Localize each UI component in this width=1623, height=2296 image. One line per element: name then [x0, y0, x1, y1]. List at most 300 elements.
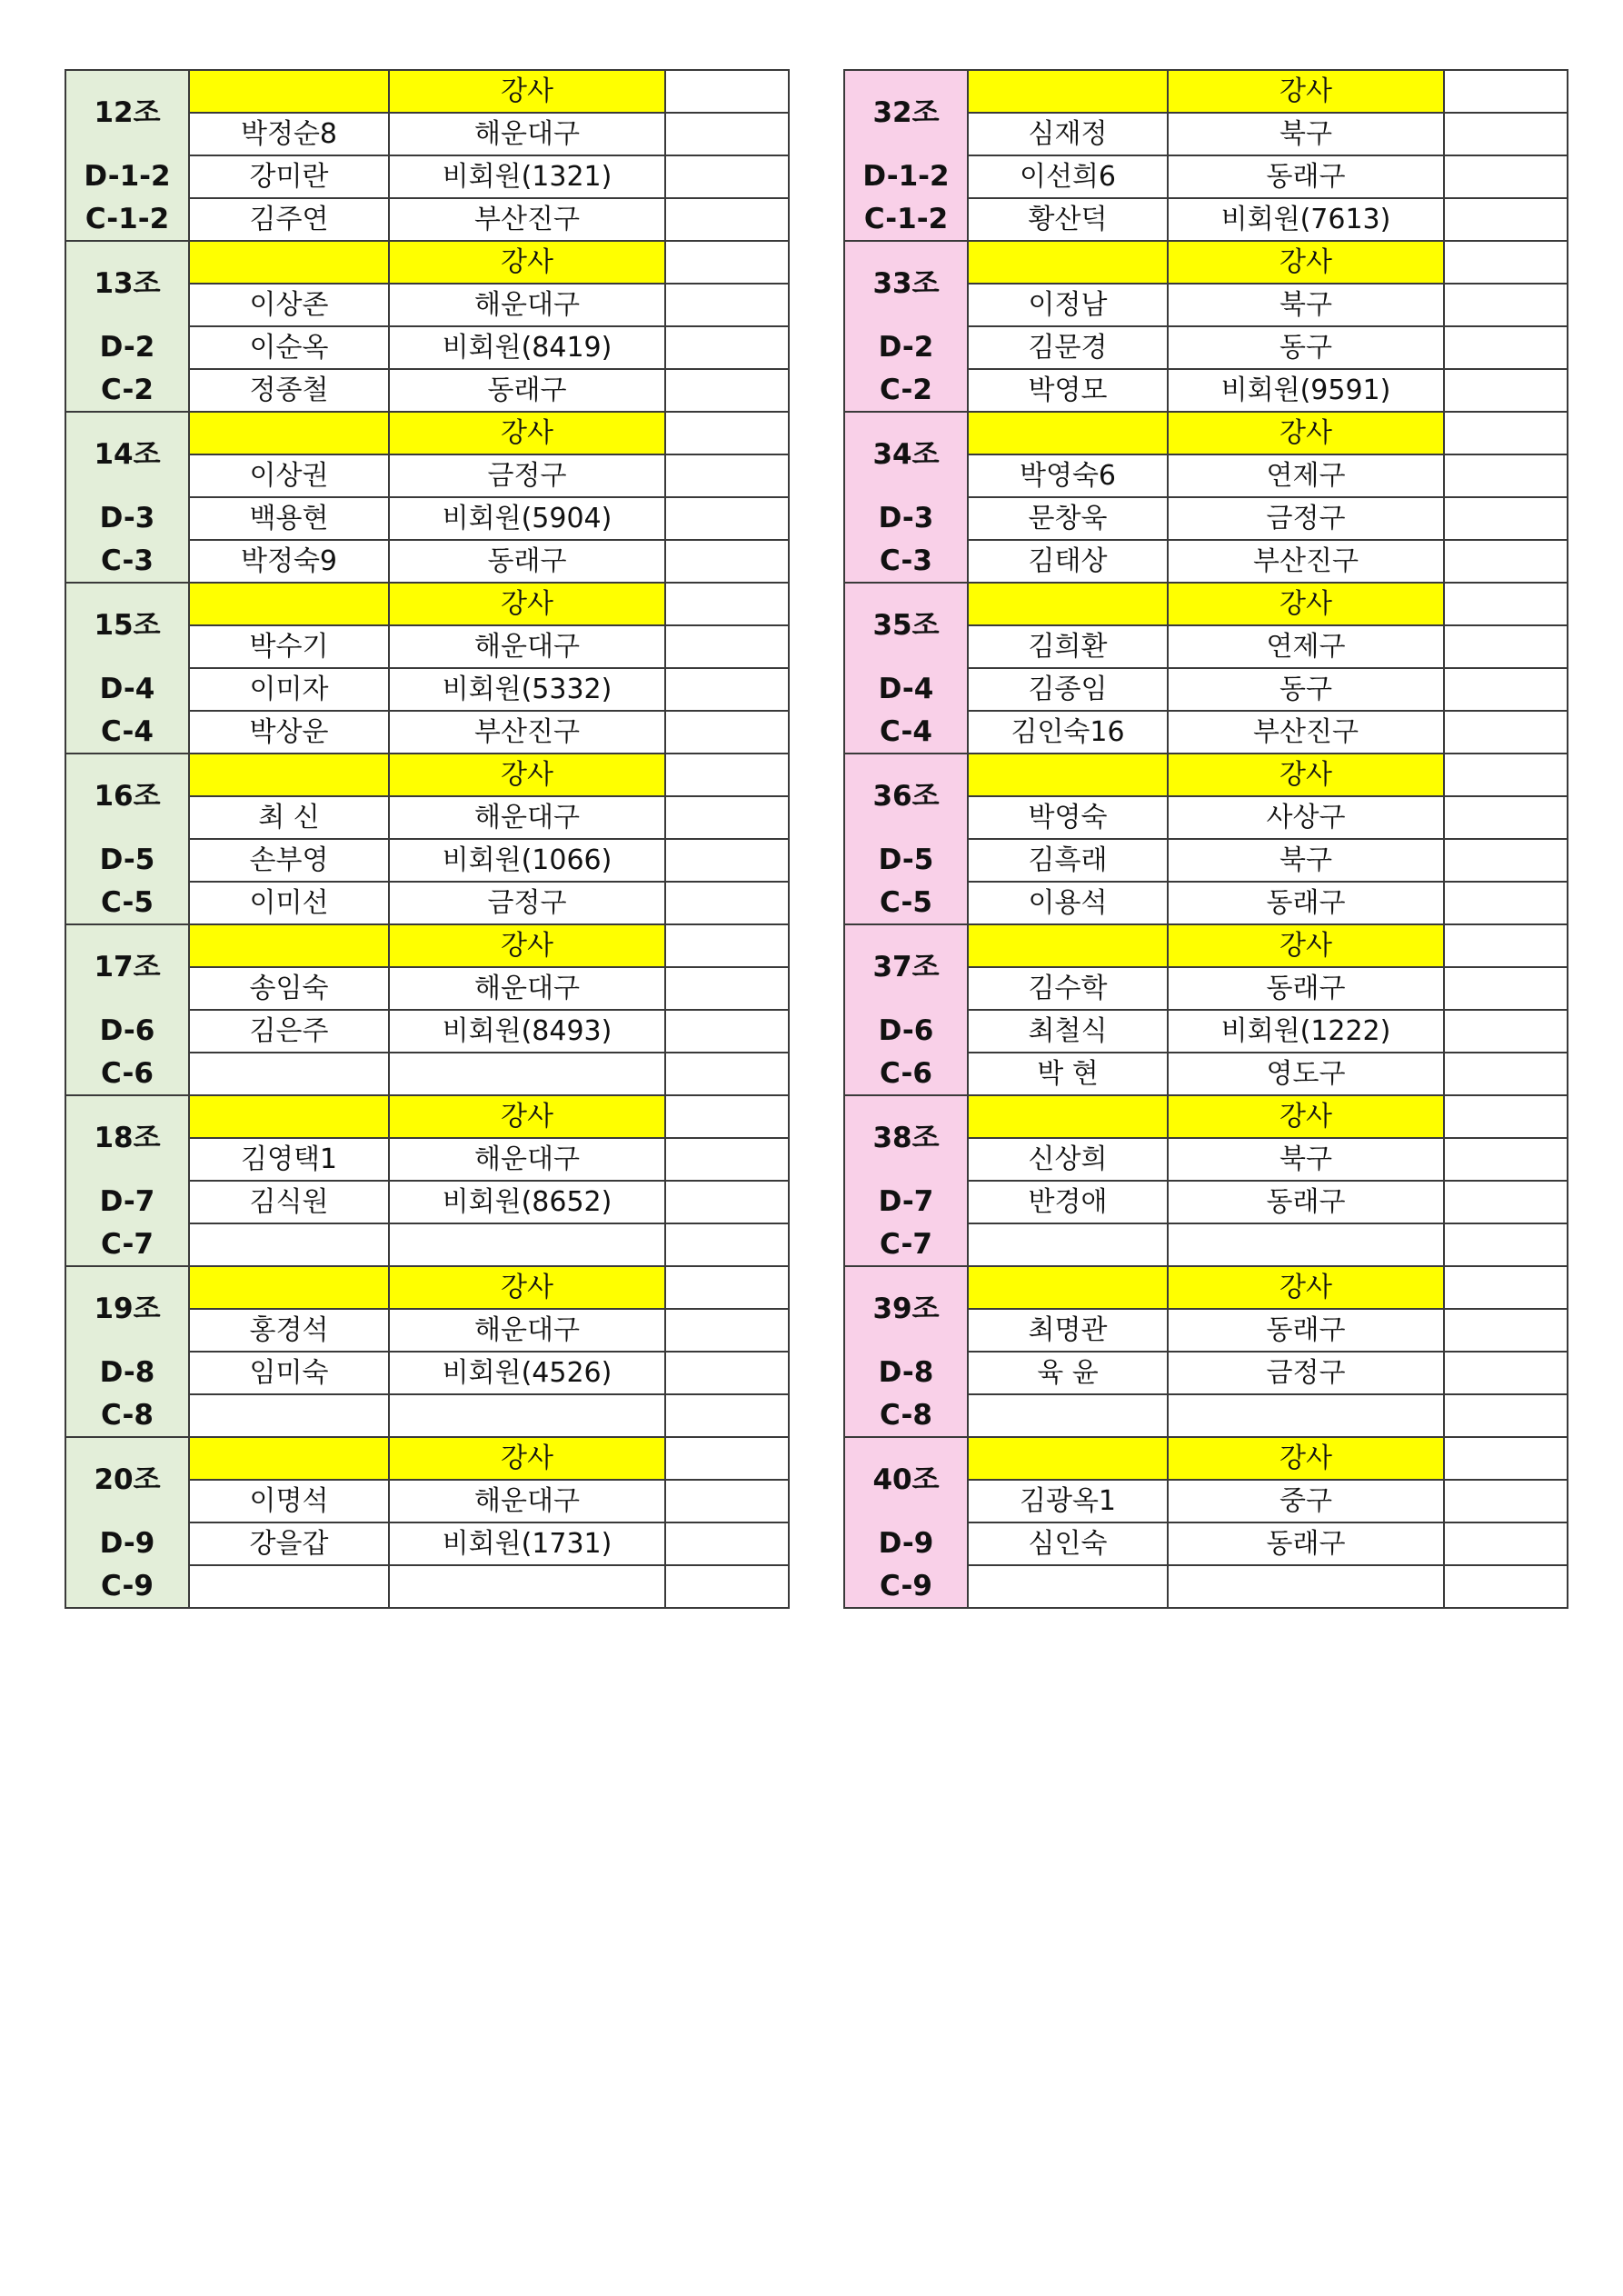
- instructor-name-cell: [189, 1095, 389, 1138]
- empty-cell: [665, 369, 789, 412]
- member-name: 박영숙: [968, 796, 1168, 839]
- empty-cell: [1444, 412, 1568, 454]
- member-region: 비회원(5904): [389, 497, 665, 540]
- instructor-label: 강사: [1168, 1095, 1444, 1138]
- group-name: 13조: [65, 241, 189, 326]
- member-row: [844, 882, 1568, 924]
- empty-cell: [665, 1181, 789, 1223]
- member-region: 비회원(4526): [389, 1352, 665, 1394]
- member-name: 김문경: [968, 326, 1168, 369]
- group-c-code: C-5: [65, 882, 189, 924]
- member-region: 북구: [1168, 839, 1444, 882]
- empty-cell: [1444, 1522, 1568, 1565]
- member-name: 박영모: [968, 369, 1168, 412]
- member-region: 해운대구: [389, 796, 665, 839]
- member-row: [65, 326, 789, 369]
- member-region: [1168, 1565, 1444, 1608]
- member-row: [844, 1522, 1568, 1565]
- empty-cell: [1444, 155, 1568, 198]
- member-name: 임미숙: [189, 1352, 389, 1394]
- group-d-code: D-9: [65, 1522, 189, 1565]
- member-name: 박 현: [968, 1053, 1168, 1095]
- member-name: 이선희6: [968, 155, 1168, 198]
- member-row: [65, 839, 789, 882]
- left-table-body: [65, 70, 789, 1608]
- member-name: 송임숙: [189, 967, 389, 1010]
- group-c-code: C-2: [844, 369, 968, 412]
- member-row: [65, 711, 789, 754]
- group-c-code: C-8: [844, 1394, 968, 1437]
- member-region: 연제구: [1168, 625, 1444, 668]
- member-name: 심인숙: [968, 1522, 1168, 1565]
- member-region: [389, 1565, 665, 1608]
- empty-cell: [1444, 326, 1568, 369]
- instructor-label: 강사: [1168, 412, 1444, 454]
- group-c-code: C-3: [844, 540, 968, 583]
- empty-cell: [665, 241, 789, 284]
- member-row: [844, 540, 1568, 583]
- member-region: [1168, 1394, 1444, 1437]
- empty-cell: [1444, 70, 1568, 113]
- instructor-name-cell: [189, 754, 389, 796]
- empty-cell: [1444, 1010, 1568, 1053]
- member-region: 연제구: [1168, 454, 1444, 497]
- group-name: 37조: [844, 924, 968, 1010]
- group-c-code: C-9: [844, 1565, 968, 1608]
- member-region: 부산진구: [389, 711, 665, 754]
- member-name: 문창욱: [968, 497, 1168, 540]
- member-name: 박정숙9: [189, 540, 389, 583]
- group-c-code: C-3: [65, 540, 189, 583]
- instructor-label: 강사: [1168, 241, 1444, 284]
- instructor-label: 강사: [1168, 1437, 1444, 1480]
- member-name: 황산덕: [968, 198, 1168, 241]
- group-header-row: [844, 924, 1568, 967]
- member-row: [65, 1223, 789, 1266]
- empty-cell: [665, 882, 789, 924]
- member-row: [844, 668, 1568, 711]
- instructor-label: 강사: [389, 1095, 665, 1138]
- empty-cell: [1444, 1480, 1568, 1522]
- member-name: [189, 1394, 389, 1437]
- member-region: 금정구: [1168, 497, 1444, 540]
- member-name: 박상운: [189, 711, 389, 754]
- member-row: [844, 1181, 1568, 1223]
- instructor-label: 강사: [1168, 924, 1444, 967]
- member-region: 동래구: [389, 369, 665, 412]
- instructor-name-cell: [968, 1266, 1168, 1309]
- empty-cell: [1444, 1138, 1568, 1181]
- member-row: [65, 1053, 789, 1095]
- member-name: 김태상: [968, 540, 1168, 583]
- empty-cell: [1444, 1223, 1568, 1266]
- group-name: 33조: [844, 241, 968, 326]
- group-d-code: D-5: [65, 839, 189, 882]
- member-row: [65, 369, 789, 412]
- group-header-row: [844, 70, 1568, 113]
- empty-cell: [1444, 241, 1568, 284]
- member-name: [968, 1223, 1168, 1266]
- group-header-row: [844, 1095, 1568, 1138]
- group-header-row: [844, 1266, 1568, 1309]
- member-region: 비회원(1731): [389, 1522, 665, 1565]
- empty-cell: [665, 412, 789, 454]
- group-name: 12조: [65, 70, 189, 155]
- empty-cell: [665, 326, 789, 369]
- member-name: 이미자: [189, 668, 389, 711]
- empty-cell: [665, 668, 789, 711]
- group-d-code: D-6: [65, 1010, 189, 1053]
- instructor-label: 강사: [389, 241, 665, 284]
- member-name: 이용석: [968, 882, 1168, 924]
- empty-cell: [665, 1053, 789, 1095]
- empty-cell: [1444, 625, 1568, 668]
- member-name: 육 윤: [968, 1352, 1168, 1394]
- empty-cell: [665, 796, 789, 839]
- member-row: [844, 1010, 1568, 1053]
- member-region: [389, 1394, 665, 1437]
- member-row: [65, 1522, 789, 1565]
- instructor-name-cell: [189, 1437, 389, 1480]
- member-row: [844, 1565, 1568, 1608]
- group-c-code: C-2: [65, 369, 189, 412]
- group-header-row: [844, 412, 1568, 454]
- member-name: 반경애: [968, 1181, 1168, 1223]
- member-region: 비회원(8493): [389, 1010, 665, 1053]
- group-d-code: D-7: [844, 1181, 968, 1223]
- group-header-row: [844, 241, 1568, 284]
- member-region: 비회원(1222): [1168, 1010, 1444, 1053]
- instructor-name-cell: [968, 924, 1168, 967]
- member-name: 최철식: [968, 1010, 1168, 1053]
- empty-cell: [1444, 711, 1568, 754]
- member-row: [844, 839, 1568, 882]
- empty-cell: [665, 839, 789, 882]
- member-name: 이순옥: [189, 326, 389, 369]
- member-name: 신상희: [968, 1138, 1168, 1181]
- member-name: 박정순8: [189, 113, 389, 155]
- member-region: 금정구: [389, 882, 665, 924]
- member-region: 해운대구: [389, 1138, 665, 1181]
- member-name: 박영숙6: [968, 454, 1168, 497]
- empty-cell: [665, 497, 789, 540]
- member-region: 비회원(9591): [1168, 369, 1444, 412]
- empty-cell: [665, 284, 789, 326]
- empty-cell: [665, 454, 789, 497]
- group-name: 15조: [65, 583, 189, 668]
- member-row: [65, 1010, 789, 1053]
- empty-cell: [1444, 1394, 1568, 1437]
- member-region: 비회원(1066): [389, 839, 665, 882]
- member-region: 해운대구: [389, 625, 665, 668]
- member-region: 부산진구: [1168, 540, 1444, 583]
- member-region: 동래구: [1168, 967, 1444, 1010]
- member-region: 해운대구: [389, 1309, 665, 1352]
- member-name: 백용현: [189, 497, 389, 540]
- member-region: 동구: [1168, 326, 1444, 369]
- instructor-name-cell: [968, 1095, 1168, 1138]
- instructor-label: 강사: [389, 924, 665, 967]
- empty-cell: [665, 1266, 789, 1309]
- empty-cell: [1444, 1352, 1568, 1394]
- empty-cell: [1444, 796, 1568, 839]
- instructor-name-cell: [968, 1437, 1168, 1480]
- empty-cell: [1444, 540, 1568, 583]
- member-row: [844, 497, 1568, 540]
- group-name: 20조: [65, 1437, 189, 1522]
- member-row: [844, 369, 1568, 412]
- member-region: 비회원(1321): [389, 155, 665, 198]
- group-d-code: D-1-2: [844, 155, 968, 198]
- member-region: 영도구: [1168, 1053, 1444, 1095]
- member-name: 손부영: [189, 839, 389, 882]
- group-header-row: [65, 1266, 789, 1309]
- member-region: 부산진구: [389, 198, 665, 241]
- group-c-code: C-6: [65, 1053, 189, 1095]
- member-name: 박수기: [189, 625, 389, 668]
- group-header-row: [65, 70, 789, 113]
- group-name: 17조: [65, 924, 189, 1010]
- empty-cell: [1444, 1053, 1568, 1095]
- member-row: [65, 155, 789, 198]
- instructor-name-cell: [968, 70, 1168, 113]
- member-region: 동래구: [1168, 1309, 1444, 1352]
- group-header-row: [844, 583, 1568, 625]
- member-region: [389, 1223, 665, 1266]
- empty-cell: [665, 1480, 789, 1522]
- member-row: [65, 668, 789, 711]
- group-header-row: [65, 924, 789, 967]
- empty-cell: [665, 1223, 789, 1266]
- group-c-code: C-5: [844, 882, 968, 924]
- member-region: 북구: [1168, 1138, 1444, 1181]
- member-region: 해운대구: [389, 1480, 665, 1522]
- group-header-row: [844, 754, 1568, 796]
- empty-cell: [665, 1095, 789, 1138]
- empty-cell: [1444, 1309, 1568, 1352]
- member-region: [1168, 1223, 1444, 1266]
- group-name: 18조: [65, 1095, 189, 1181]
- group-d-code: D-9: [844, 1522, 968, 1565]
- empty-cell: [1444, 1437, 1568, 1480]
- member-name: 강미란: [189, 155, 389, 198]
- instructor-label: 강사: [1168, 583, 1444, 625]
- group-d-code: D-5: [844, 839, 968, 882]
- empty-cell: [665, 70, 789, 113]
- member-name: 이상존: [189, 284, 389, 326]
- empty-cell: [1444, 198, 1568, 241]
- empty-cell: [1444, 839, 1568, 882]
- instructor-name-cell: [968, 412, 1168, 454]
- group-d-code: D-6: [844, 1010, 968, 1053]
- empty-cell: [1444, 1181, 1568, 1223]
- group-d-code: D-2: [65, 326, 189, 369]
- empty-cell: [665, 1352, 789, 1394]
- group-c-code: C-7: [844, 1223, 968, 1266]
- member-row: [844, 326, 1568, 369]
- member-row: [844, 1053, 1568, 1095]
- empty-cell: [1444, 924, 1568, 967]
- instructor-label: 강사: [389, 583, 665, 625]
- empty-cell: [1444, 369, 1568, 412]
- group-name: 32조: [844, 70, 968, 155]
- group-d-code: D-8: [844, 1352, 968, 1394]
- empty-cell: [665, 1309, 789, 1352]
- member-name: 김종임: [968, 668, 1168, 711]
- member-region: 중구: [1168, 1480, 1444, 1522]
- empty-cell: [665, 754, 789, 796]
- empty-cell: [1444, 284, 1568, 326]
- member-name: 김은주: [189, 1010, 389, 1053]
- group-c-code: C-1-2: [65, 198, 189, 241]
- member-name: 김흑래: [968, 839, 1168, 882]
- right-table-body: [844, 70, 1568, 1608]
- empty-cell: [665, 1565, 789, 1608]
- right-group-table: [843, 69, 1567, 1609]
- member-name: 강을갑: [189, 1522, 389, 1565]
- member-row: [844, 1223, 1568, 1266]
- instructor-name-cell: [189, 412, 389, 454]
- instructor-name-cell: [189, 924, 389, 967]
- group-name: 40조: [844, 1437, 968, 1522]
- instructor-label: 강사: [389, 70, 665, 113]
- member-name: 이명석: [189, 1480, 389, 1522]
- member-row: [65, 540, 789, 583]
- member-region: 비회원(5332): [389, 668, 665, 711]
- instructor-label: 강사: [389, 754, 665, 796]
- empty-cell: [665, 583, 789, 625]
- member-name: 김영택1: [189, 1138, 389, 1181]
- instructor-name-cell: [968, 583, 1168, 625]
- group-c-code: C-4: [844, 711, 968, 754]
- group-name: 35조: [844, 583, 968, 668]
- empty-cell: [665, 1522, 789, 1565]
- member-row: [844, 155, 1568, 198]
- member-row: [65, 882, 789, 924]
- empty-cell: [1444, 113, 1568, 155]
- empty-cell: [665, 155, 789, 198]
- empty-cell: [665, 1437, 789, 1480]
- empty-cell: [1444, 1095, 1568, 1138]
- member-row: [844, 711, 1568, 754]
- instructor-label: 강사: [1168, 1266, 1444, 1309]
- group-d-code: D-3: [844, 497, 968, 540]
- group-d-code: D-1-2: [65, 155, 189, 198]
- group-name: 14조: [65, 412, 189, 497]
- empty-cell: [1444, 668, 1568, 711]
- member-name: [189, 1223, 389, 1266]
- member-region: 비회원(8419): [389, 326, 665, 369]
- empty-cell: [665, 711, 789, 754]
- member-region: 북구: [1168, 284, 1444, 326]
- instructor-name-cell: [189, 1266, 389, 1309]
- member-region: 비회원(7613): [1168, 198, 1444, 241]
- member-region: 해운대구: [389, 113, 665, 155]
- member-name: [189, 1565, 389, 1608]
- group-name: 38조: [844, 1095, 968, 1181]
- member-row: [844, 198, 1568, 241]
- group-c-code: C-7: [65, 1223, 189, 1266]
- instructor-label: 강사: [389, 1437, 665, 1480]
- group-header-row: [65, 412, 789, 454]
- member-region: 동래구: [389, 540, 665, 583]
- member-name: [968, 1394, 1168, 1437]
- group-c-code: C-8: [65, 1394, 189, 1437]
- empty-cell: [1444, 1266, 1568, 1309]
- instructor-label: 강사: [1168, 70, 1444, 113]
- empty-cell: [665, 625, 789, 668]
- group-name: 16조: [65, 754, 189, 839]
- instructor-name-cell: [968, 754, 1168, 796]
- group-d-code: D-8: [65, 1352, 189, 1394]
- member-name: 김식원: [189, 1181, 389, 1223]
- member-region: 사상구: [1168, 796, 1444, 839]
- group-header-row: [65, 1437, 789, 1480]
- group-name: 19조: [65, 1266, 189, 1352]
- member-row: [65, 1181, 789, 1223]
- group-d-code: D-7: [65, 1181, 189, 1223]
- group-d-code: D-4: [65, 668, 189, 711]
- member-region: 부산진구: [1168, 711, 1444, 754]
- member-region: 해운대구: [389, 967, 665, 1010]
- group-name: 39조: [844, 1266, 968, 1352]
- empty-cell: [1444, 497, 1568, 540]
- group-d-code: D-2: [844, 326, 968, 369]
- member-name: 정종철: [189, 369, 389, 412]
- group-name: 36조: [844, 754, 968, 839]
- member-row: [65, 1394, 789, 1437]
- empty-cell: [1444, 1565, 1568, 1608]
- member-name: 이미선: [189, 882, 389, 924]
- member-name: 김희환: [968, 625, 1168, 668]
- member-region: 비회원(8652): [389, 1181, 665, 1223]
- left-group-table: [65, 69, 788, 1609]
- instructor-label: 강사: [389, 412, 665, 454]
- instructor-name-cell: [189, 70, 389, 113]
- member-row: [65, 1352, 789, 1394]
- empty-cell: [665, 924, 789, 967]
- empty-cell: [665, 198, 789, 241]
- member-name: [189, 1053, 389, 1095]
- member-region: 북구: [1168, 113, 1444, 155]
- group-c-code: C-6: [844, 1053, 968, 1095]
- member-name: 홍경석: [189, 1309, 389, 1352]
- member-region: 해운대구: [389, 284, 665, 326]
- group-d-code: D-4: [844, 668, 968, 711]
- member-name: 김인숙16: [968, 711, 1168, 754]
- member-row: [844, 1394, 1568, 1437]
- member-name: 최명관: [968, 1309, 1168, 1352]
- member-name: [968, 1565, 1168, 1608]
- empty-cell: [665, 1138, 789, 1181]
- member-region: [389, 1053, 665, 1095]
- group-c-code: C-1-2: [844, 198, 968, 241]
- empty-cell: [665, 967, 789, 1010]
- member-region: 동래구: [1168, 1522, 1444, 1565]
- left-table: [65, 69, 790, 1609]
- group-d-code: D-3: [65, 497, 189, 540]
- empty-cell: [1444, 454, 1568, 497]
- member-name: 이정남: [968, 284, 1168, 326]
- empty-cell: [1444, 882, 1568, 924]
- instructor-name-cell: [968, 241, 1168, 284]
- member-name: 김광옥1: [968, 1480, 1168, 1522]
- member-name: 김주연: [189, 198, 389, 241]
- member-row: [65, 497, 789, 540]
- member-row: [65, 1565, 789, 1608]
- group-name: 34조: [844, 412, 968, 497]
- group-header-row: [844, 1437, 1568, 1480]
